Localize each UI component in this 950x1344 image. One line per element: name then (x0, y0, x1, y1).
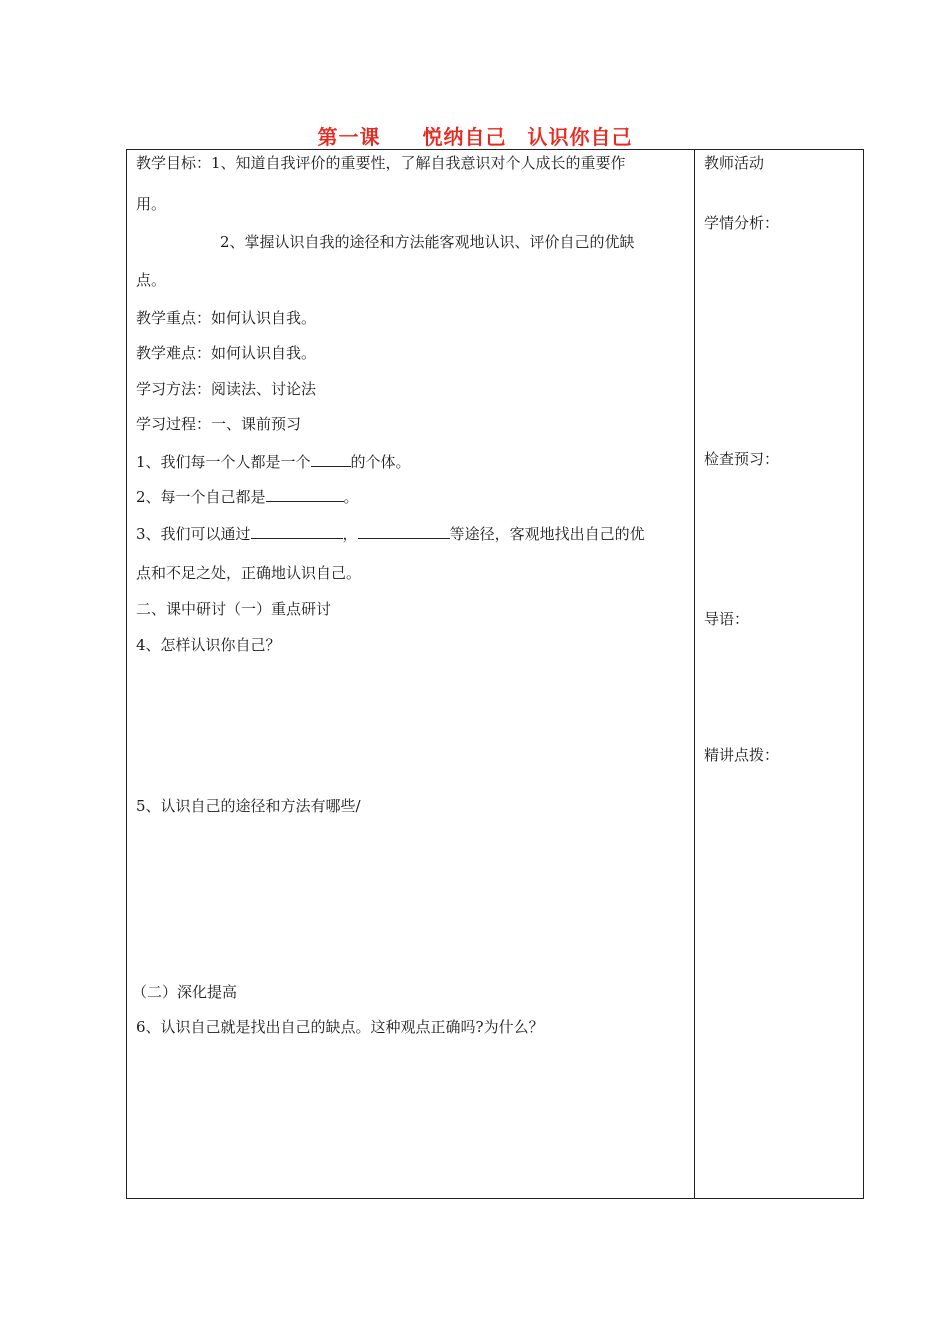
learning-process: 学习过程：一、课前预习 (136, 415, 302, 433)
key-explain-label: 精讲点拨： (704, 746, 780, 764)
fill-blank[interactable] (266, 487, 344, 502)
fill-blank[interactable] (358, 524, 450, 539)
teaching-goal-2: 2、掌握认识自我的途径和方法能客观地认识、评价自己的优缺 (220, 233, 635, 251)
fill-blank[interactable] (311, 452, 351, 467)
question-4: 4、怎样认识你自己？ (136, 636, 281, 654)
key-point: 教学重点：如何认识自我。 (136, 309, 317, 327)
teacher-activity-label: 教师活动 (704, 154, 765, 172)
learning-method: 学习方法：阅读法、讨论法 (136, 380, 317, 398)
lesson-table (126, 149, 864, 1199)
section-deepen: （二）深化提高 (132, 983, 238, 1001)
question-1: 1、我们每一个人都是一个 的个体。 (136, 453, 411, 471)
question-2: 2、每一个自己都是 。 (136, 488, 359, 506)
column-divider (694, 149, 695, 1199)
fill-blank[interactable] (251, 524, 343, 539)
question-6: 6、认识自己就是找出自己的缺点。这种观点正确吗?为什么？ (136, 1018, 544, 1036)
lesson-title: 第一课 悦纳自己 认识你自己 (317, 125, 633, 149)
teaching-goal-2-cont: 点。 (136, 271, 167, 289)
difficulty: 教学难点：如何认识自我。 (136, 344, 317, 362)
teaching-goal-1-cont: 用。 (136, 195, 167, 213)
question-3: 3、我们可以通过 ， 等途径，客观地找出自己的优 (136, 525, 645, 543)
question-3-cont: 点和不足之处，正确地认识自己。 (136, 564, 362, 582)
intro-label: 导语： (704, 610, 750, 628)
question-5: 5、认识自己的途径和方法有哪些/ (136, 797, 361, 815)
situation-analysis-label: 学情分析： (704, 214, 780, 232)
check-preview-label: 检查预习： (704, 450, 780, 468)
section-in-class: 二、课中研讨（一）重点研讨 (136, 600, 332, 618)
teaching-goal-1: 教学目标：1、知道自我评价的重要性，了解自我意识对个人成长的重要作 (136, 154, 626, 172)
